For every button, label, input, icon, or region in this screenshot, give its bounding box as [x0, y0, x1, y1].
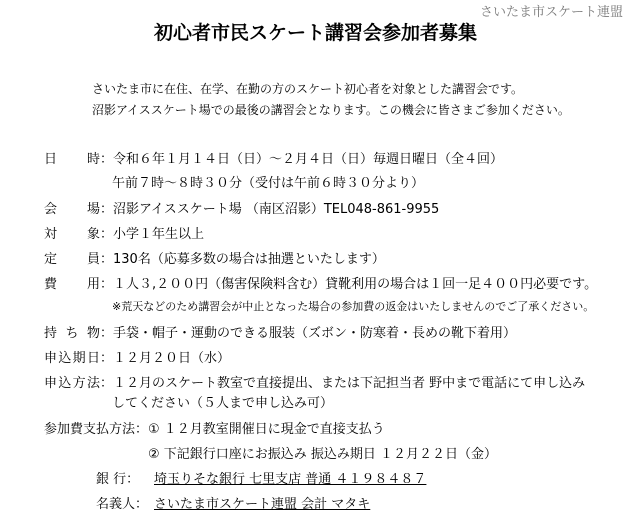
fee-row [44, 273, 597, 292]
capacity-label: 定 員 [44, 252, 100, 267]
intro-line-1: さいたま市に在住、在学、在勤の方のスケート初心者を対象とした講習会です。 [92, 82, 524, 96]
payment-row [44, 418, 385, 437]
venue-label: 会 場 [44, 202, 100, 217]
target-value: ：小学１年生以上 [100, 227, 205, 242]
capacity-value: ：130名（応募多数の場合は抽選といたします） [100, 252, 385, 267]
target-row [44, 223, 204, 242]
date-row [44, 148, 503, 167]
payment-option-2: ② 下記銀行口座にお振込み 振込み期日 １２月２２日（金） [148, 447, 498, 462]
date-value: ：令和６年１月１４日（日）～２月４日（日）毎週日曜日（全４回） [100, 152, 504, 167]
capacity-row [44, 248, 385, 267]
bank-value: 埼玉りそな銀行 七里支店 普通 ４１９８４８７ [154, 472, 427, 487]
items-row [44, 322, 516, 341]
page-title: 初心者市民スケート講習会参加者募集 [153, 22, 477, 44]
items-value: ：手袋・帽子・運動のできる服装（ズボン・防寒着・長めの靴下着用） [100, 326, 517, 341]
bank-label: 銀 行： [96, 472, 140, 487]
deadline-label: 申込期日 [44, 351, 100, 366]
method-row [44, 372, 585, 391]
date-label: 日 時 [44, 152, 100, 167]
venue-value: ：沼影アイススケート場 （南区沼影）TEL048-861-9955 [100, 202, 440, 217]
fee-note: ※荒天などのため講習会が中止となった場合の参加費の返金はいたしませんのでご了承ください。 [112, 300, 595, 313]
organization-name: さいたま市スケート連盟 [479, 5, 623, 20]
holder-label: 名義人： [96, 497, 149, 512]
items-label: 持 ち 物 [44, 326, 100, 341]
venue-row [44, 198, 439, 217]
holder-value: さいたま市スケート連盟 会計 マタキ [154, 497, 371, 512]
bank-row [96, 468, 426, 487]
deadline-row [44, 347, 230, 366]
fee-label: 費 用 [44, 277, 100, 292]
intro-line-2: 沼影アイススケート場での最後の講習会となります。この機会に皆さまご参加ください。 [92, 103, 570, 117]
fee-value: ：１人３,２００円（傷害保険料含む）貸靴利用の場合は１回一足４００円必要です。 [100, 277, 598, 292]
target-label: 対 象 [44, 227, 100, 242]
time-value: 午前７時～８時３０分（受付は午前６時３０分より） [112, 176, 425, 191]
holder-row [96, 493, 370, 512]
payment-option-1: ：① １２月教室開催日に現金で直接支払う [135, 422, 385, 437]
method-value-2: してください（５人まで申し込み可） [112, 396, 334, 411]
payment-label: 参加費支払方法 [44, 422, 136, 437]
deadline-value: ：１２月２０日（水） [100, 351, 231, 366]
method-value-1: ：１２月のスケート教室で直接提出、または下記担当者 野中まで電話にて申し込み [100, 376, 586, 391]
method-label: 申込方法 [44, 376, 100, 391]
